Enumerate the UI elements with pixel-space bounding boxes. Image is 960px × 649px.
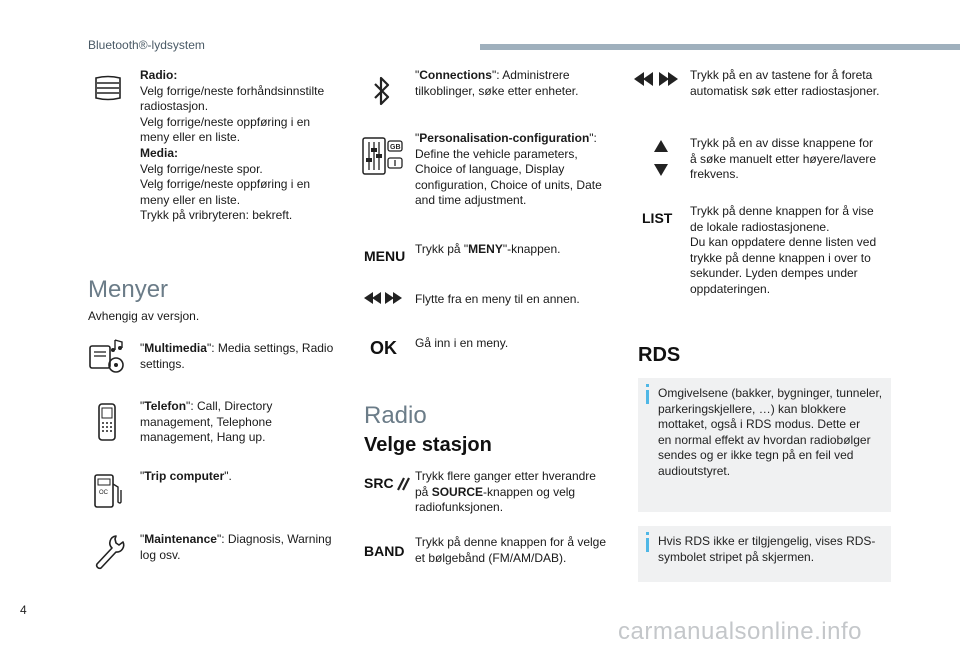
item-text: log osv. [140, 547, 181, 562]
item-text: "-knappen. [502, 242, 561, 256]
item-text: Du kan oppdatere denne listen ved [690, 235, 877, 250]
item-text: sekunder. Lyden dempes under [690, 266, 858, 281]
item-text: Define the vehicle parameters, [415, 146, 578, 161]
velge-stasjon-heading: Velge stasjon [364, 434, 492, 456]
item-text: : Administrere [496, 68, 570, 82]
item-text: de lokale radiostasjonene. [690, 219, 830, 234]
radio-heading: Radio [364, 402, 427, 429]
seek-description [690, 68, 900, 99]
item-text: på [415, 484, 432, 499]
item-text: automatisk søk etter radiostasjoner. [690, 83, 880, 98]
item-key: Multimedia [144, 341, 207, 355]
scroll-wheel-icon [92, 74, 124, 102]
src-button-icon [364, 475, 410, 491]
media-title: Media: [140, 145, 179, 160]
item-key: MENY [468, 242, 503, 256]
item-text: Trykk på en av disse knappene for [690, 136, 873, 150]
item-text: Trykk på denne knappen for å vise [690, 204, 874, 218]
note-text: parkeringskjellere, …) kan blokkere [658, 401, 847, 416]
running-header: Bluetooth®-lydsystem [88, 38, 205, 52]
prev-next-arrows-icon [364, 290, 402, 306]
menu-item-trip-computer: "Trip computer". [140, 469, 232, 483]
header-bar [480, 44, 960, 50]
item-text: management, Hang up. [140, 430, 266, 445]
bluetooth-icon [370, 74, 394, 108]
phone-icon [96, 402, 118, 442]
svg-text:GB: GB [390, 144, 401, 151]
rds-unavailable-note [638, 526, 891, 582]
note-text: Omgivelsene (bakker, bygninger, tunneler, [658, 386, 883, 400]
item-key: Personalisation-configuration [419, 131, 590, 145]
item-text: : Call, Directory [190, 399, 273, 413]
item-text: Trykk på en av tastene for å foreta [690, 68, 873, 82]
item-text: Trykk på denne knappen for å velge [415, 535, 607, 549]
media-line: Trykk på vribryteren: bekreft. [140, 208, 293, 223]
item-text: oppdateringen. [690, 281, 771, 296]
radio-line: Velg forrige/neste oppføring i en [140, 114, 311, 129]
note-text: Hvis RDS ikke er tilgjengelig, vises RDS- [658, 534, 876, 548]
src-slash-icon [396, 475, 410, 491]
note-text: audioutstyret. [658, 463, 731, 478]
svg-text:OC: OC [99, 490, 108, 496]
page-number: 4 [20, 603, 27, 617]
list-description [690, 204, 900, 298]
item-key: Connections [419, 68, 492, 82]
item-text: : Diagnosis, Warning [221, 532, 332, 546]
multimedia-icon [88, 338, 128, 374]
item-key: SOURCE [431, 484, 484, 499]
band-description [415, 535, 620, 566]
item-text: settings. [140, 356, 185, 371]
seek-arrows-icon [634, 70, 678, 88]
item-text: : [593, 131, 597, 145]
info-icon [646, 390, 649, 404]
ok-button-label: OK [370, 338, 397, 358]
note-text: sendes og er ikke tegn på en feil ved [658, 448, 854, 463]
radio-line: Velg forrige/neste forhåndsinnstilte [140, 83, 325, 98]
arrows-description: Flytte fra en meny til en annen. [415, 292, 580, 306]
item-text: Choice of language, Display [415, 162, 565, 177]
media-line: meny eller en liste. [140, 192, 241, 207]
menu-description [415, 242, 615, 258]
item-text: å søke manuelt etter høyere/lavere [690, 151, 877, 166]
note-text: mottaket, også i RDS modus. Dette er [658, 417, 861, 432]
media-line: Velg forrige/neste oppføring i en [140, 177, 311, 192]
arrow-down-icon [654, 164, 668, 176]
arrow-up-icon [654, 140, 668, 152]
menu-button-label: MENU [364, 248, 406, 264]
item-text: configuration, Choice of units, Date [415, 177, 602, 192]
note-text: symbolet stripet på skjermen. [658, 549, 815, 564]
personalisation-description: "Personalisation-configuration": Define the vehicle parameters, Choice of language, Display configuration, Choice of units, Date and time adjustment. [415, 131, 620, 209]
radio-line: meny eller en liste. [140, 130, 241, 145]
info-icon [646, 538, 649, 552]
menyer-intro: Avhengig av versjon. [88, 309, 200, 323]
rds-info-note [638, 378, 891, 512]
menyer-heading: Menyer [88, 276, 169, 303]
item-text: management, Telephone [140, 414, 272, 429]
item-text: trykke på denne knappen i over to [690, 250, 871, 265]
item-text: and time adjustment. [415, 193, 527, 208]
src-description [415, 469, 615, 516]
src-button-label: SRC [364, 475, 394, 491]
rds-heading: RDS [638, 344, 681, 366]
note-text: en normal effekt av hvordan radiobølger [658, 432, 871, 447]
settings-gb-icon [362, 136, 404, 176]
radio-media-description [140, 68, 350, 224]
item-text: -knappen og velg [483, 484, 576, 499]
radio-line: radiostasjon. [140, 99, 209, 114]
watermark: carmanualsonline.info [618, 618, 862, 645]
connections-description: "Connections": Administrere tilkoblinger, søke etter enheter. [415, 68, 615, 99]
item-text: Trykk på " [415, 242, 469, 256]
item-text: : Media settings, Radio [211, 341, 334, 355]
wrench-icon [92, 532, 126, 572]
fuel-pump-icon [92, 472, 124, 510]
menu-item-maintenance: "Maintenance": Diagnosis, Warning log osv. [140, 532, 350, 563]
item-text: radiofunksjonen. [415, 500, 504, 515]
item-key: Trip computer [144, 469, 225, 483]
item-key: Maintenance [144, 532, 217, 546]
list-button-label: LIST [642, 210, 673, 226]
menu-item-multimedia: "Multimedia": Media settings, Radio settings. [140, 341, 350, 372]
media-line: Velg forrige/neste spor. [140, 161, 263, 176]
item-key: Telefon [144, 399, 187, 413]
item-text: frekvens. [690, 167, 739, 182]
item-text: et bølgebånd (FM/AM/DAB). [415, 550, 567, 565]
band-button-label: BAND [364, 543, 405, 559]
menu-item-telefon: "Telefon": Call, Directory management, Telephone management, Hang up. [140, 399, 350, 446]
ok-description: Gå inn i en meny. [415, 336, 509, 350]
up-down-arrows-icon [652, 140, 670, 176]
manual-search-description [690, 136, 900, 183]
item-text: tilkoblinger, søke etter enheter. [415, 83, 579, 98]
item-text: Trykk flere ganger etter hverandre [415, 469, 596, 483]
item-text: . [228, 469, 232, 483]
radio-title: Radio: [140, 68, 178, 82]
